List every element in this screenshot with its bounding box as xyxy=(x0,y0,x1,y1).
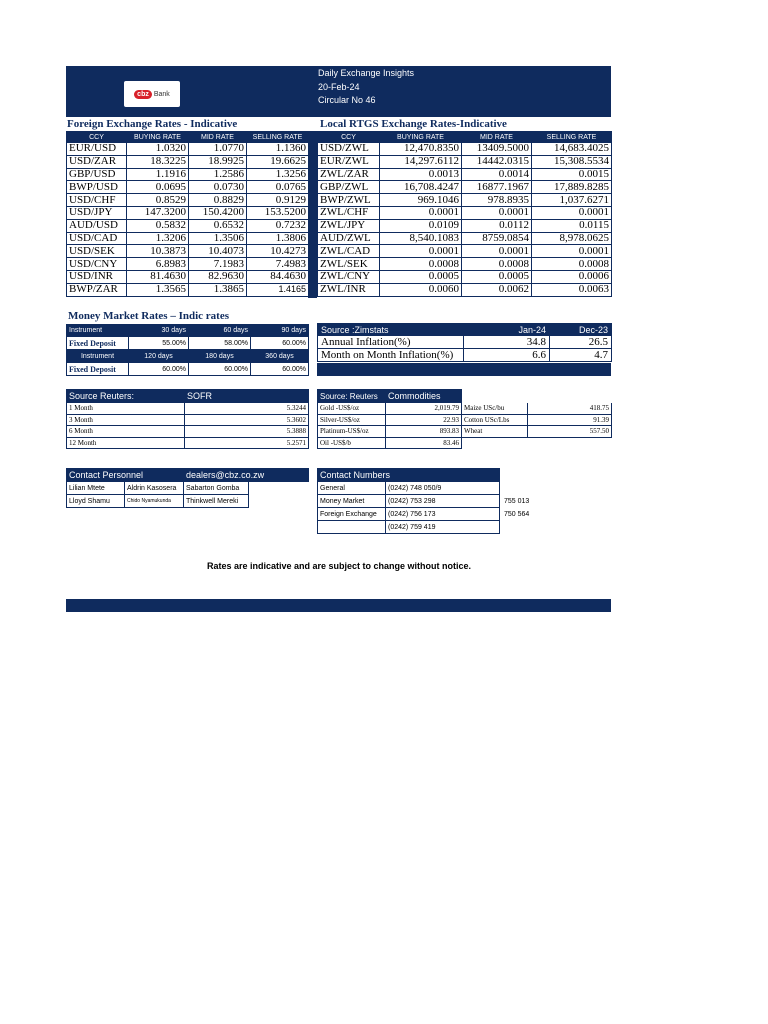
column-header: 90 days xyxy=(251,325,309,337)
currency-pair: USD/CHF xyxy=(67,194,127,207)
rate-cell: 0.6532 xyxy=(189,219,247,232)
rate-cell: 1.3256 xyxy=(247,168,309,181)
contact-numbers-table xyxy=(317,468,612,534)
phone-extension: 755 013 xyxy=(504,497,530,505)
table-row xyxy=(318,495,612,508)
table-row xyxy=(318,181,612,194)
column-header: SELLING RATE xyxy=(532,132,612,143)
rate-cell: 0.0001 xyxy=(380,245,462,258)
foreign-rates-title: Foreign Exchange Rates - Indicative xyxy=(67,118,238,130)
rate-cell: 0.0008 xyxy=(532,258,612,271)
blank-header xyxy=(462,390,528,403)
rate-cell: 1,037.6271 xyxy=(532,194,612,207)
rate-cell: 1.1360 xyxy=(247,143,309,156)
rate-cell: 14,297.6112 xyxy=(380,155,462,168)
contact-name: Sabarton Gomba xyxy=(184,482,249,495)
rate-cell: 0.0001 xyxy=(462,245,532,258)
table-row xyxy=(67,219,309,232)
rate-cell: 0.0112 xyxy=(462,219,532,232)
table-row xyxy=(318,349,612,362)
currency-pair: USD/ZWL xyxy=(318,143,380,156)
rate-cell: 0.0062 xyxy=(462,283,532,296)
currency-pair: GBP/USD xyxy=(67,168,127,181)
table-row xyxy=(318,168,612,181)
department-label: General xyxy=(318,482,386,495)
column-header: Instrument xyxy=(67,351,129,363)
table-header-row xyxy=(318,132,612,143)
currency-pair: BWP/ZAR xyxy=(67,283,127,296)
table-row xyxy=(67,495,309,508)
contact-personnel-table xyxy=(66,468,309,508)
column-header: 60 days xyxy=(189,325,251,337)
blank-header xyxy=(500,469,612,482)
currency-pair: ZWL/CAD xyxy=(318,245,380,258)
department-label xyxy=(318,521,386,534)
commodity-label: Maize USc/bu xyxy=(462,403,528,415)
table-row xyxy=(318,270,612,283)
table-row xyxy=(67,270,309,283)
logo-word: Bank xyxy=(153,90,170,98)
sofr-rate: 5.3602 xyxy=(185,414,309,426)
rate-cell: 978.8935 xyxy=(462,194,532,207)
rate-cell: 0.8829 xyxy=(189,194,247,207)
rate-cell: 15,308.5534 xyxy=(532,155,612,168)
rate-cell: 969.1046 xyxy=(380,194,462,207)
commodity-price: 91.39 xyxy=(528,414,612,426)
column-header: SELLING RATE xyxy=(247,132,309,143)
table-row xyxy=(318,245,612,258)
currency-pair: USD/INR xyxy=(67,270,127,283)
commodity-label: Gold -US$/oz xyxy=(318,403,386,415)
commodity-label: Wheat xyxy=(462,426,528,438)
column-header: Dec-23 xyxy=(550,324,612,336)
rate-cell: 0.0730 xyxy=(189,181,247,194)
rate-cell: 8,540.1083 xyxy=(380,232,462,245)
table-row xyxy=(67,155,309,168)
rate-cell: 16,708.4247 xyxy=(380,181,462,194)
rate-cell: 12,470.8350 xyxy=(380,143,462,156)
phone-number[interactable]: (0242) 759 419 xyxy=(386,521,500,534)
rate-cell: 0.0005 xyxy=(380,270,462,283)
rate-cell: 0.0765 xyxy=(247,181,309,194)
rate-cell: 0.0001 xyxy=(532,245,612,258)
currency-pair: ZWL/CHF xyxy=(318,206,380,219)
table-row xyxy=(318,206,612,219)
commodity-price: 2,019.79 xyxy=(386,403,462,415)
rate-cell: 82.9630 xyxy=(189,270,247,283)
row-label: Month on Month Inflation(%) xyxy=(318,349,464,362)
column-header: CCY xyxy=(318,132,380,143)
table-row xyxy=(318,336,612,349)
currency-pair: USD/ZAR xyxy=(67,155,127,168)
circular-number: Circular No 46 xyxy=(318,95,376,105)
contact-name: Lloyd Shamu xyxy=(67,495,125,508)
value-cell: 26.5 xyxy=(550,336,612,349)
money-market-table-long xyxy=(66,350,309,376)
cbz-bank-logo xyxy=(124,81,180,107)
tenor-label: 1 Month xyxy=(67,403,185,415)
dealers-email[interactable]: dealers@cbz.co.zw xyxy=(184,469,309,482)
empty-cell xyxy=(249,495,309,508)
rate-cell: 10.3873 xyxy=(127,245,189,258)
rate-cell: 0.0060 xyxy=(380,283,462,296)
currency-pair: AUD/ZWL xyxy=(318,232,380,245)
column-header: CCY xyxy=(67,132,127,143)
column-header: Commodities xyxy=(386,390,462,403)
contact-personnel-header: Contact Personnel xyxy=(67,469,184,482)
commodity-label: Silver-US$/oz xyxy=(318,414,386,426)
tenor-label: 6 Month xyxy=(67,426,185,438)
inflation-table xyxy=(317,323,612,362)
rate-cell: 19.6625 xyxy=(247,155,309,168)
rate-cell: 0.0115 xyxy=(532,219,612,232)
column-header: MID RATE xyxy=(189,132,247,143)
column-header: BUYING RATE xyxy=(127,132,189,143)
table-row xyxy=(318,403,612,415)
rate-cell: 10.4073 xyxy=(189,245,247,258)
table-row xyxy=(67,337,309,350)
table-row xyxy=(67,414,309,426)
rate-cell: 150.4200 xyxy=(189,206,247,219)
table-row xyxy=(318,155,612,168)
phone-number[interactable]: (0242) 748 050/9 xyxy=(386,482,500,495)
table-row xyxy=(318,414,612,426)
currency-pair: BWP/ZWL xyxy=(318,194,380,207)
tenor-label: 12 Month xyxy=(67,437,185,449)
table-row xyxy=(67,168,309,181)
rate-cell: 0.0001 xyxy=(532,206,612,219)
rate-cell: 0.0001 xyxy=(380,206,462,219)
column-header: BUYING RATE xyxy=(380,132,462,143)
table-row xyxy=(67,482,309,495)
column-header: 120 days xyxy=(129,351,189,363)
contact-name: Aldrin Kasosera xyxy=(125,482,184,495)
contact-name: Chido Nyamukunda xyxy=(125,495,184,508)
table-row xyxy=(67,143,309,156)
rate-cell: 1.0320 xyxy=(127,143,189,156)
rate-cell: 16877.1967 xyxy=(462,181,532,194)
currency-pair: ZWL/SEK xyxy=(318,258,380,271)
currency-pair: USD/SEK xyxy=(67,245,127,258)
table-row xyxy=(318,194,612,207)
sofr-table xyxy=(66,389,309,449)
rate-cell: 0.5832 xyxy=(127,219,189,232)
blank-header xyxy=(528,390,612,403)
column-header: Jan-24 xyxy=(464,324,550,336)
table-row xyxy=(318,508,612,521)
rate-cell: 1.3865 xyxy=(189,283,247,296)
rate-cell: 58.00% xyxy=(189,337,251,350)
currency-pair: BWP/USD xyxy=(67,181,127,194)
table-row xyxy=(67,363,309,376)
money-market-title: Money Market Rates – Indic rates xyxy=(68,310,229,322)
rate-cell: 0.0695 xyxy=(127,181,189,194)
rate-cell: 0.0014 xyxy=(462,168,532,181)
value-cell: 4.7 xyxy=(550,349,612,362)
rate-cell: 0.0005 xyxy=(462,270,532,283)
commodity-label: Platinum-US$/oz xyxy=(318,426,386,438)
currency-pair: USD/CNY xyxy=(67,258,127,271)
currency-pair: ZWL/INR xyxy=(318,283,380,296)
rate-cell: 1.0770 xyxy=(189,143,247,156)
rate-cell: 1.3506 xyxy=(189,232,247,245)
currency-pair: ZWL/CNY xyxy=(318,270,380,283)
column-header: Source: Reuters xyxy=(318,390,386,403)
divider-bar xyxy=(308,131,317,298)
table-row xyxy=(67,283,309,296)
table-row xyxy=(318,219,612,232)
table-row xyxy=(318,283,612,296)
rate-cell: 0.0001 xyxy=(462,206,532,219)
rate-cell: 0.0109 xyxy=(380,219,462,232)
rate-cell: 14,683.4025 xyxy=(532,143,612,156)
currency-pair: AUD/USD xyxy=(67,219,127,232)
value-cell: 34.8 xyxy=(464,336,550,349)
rate-cell: 1.1916 xyxy=(127,168,189,181)
rate-cell: 13409.5000 xyxy=(462,143,532,156)
table-row xyxy=(318,258,612,271)
disclaimer-note: Rates are indicative and are subject to change without notice. xyxy=(206,561,472,571)
column-header: Source Reuters: xyxy=(67,390,185,403)
department-label: Foreign Exchange xyxy=(318,508,386,521)
rate-cell: 17,889.8285 xyxy=(532,181,612,194)
column-header: 180 days xyxy=(189,351,251,363)
footer-bar xyxy=(66,599,611,612)
local-rates-title: Local RTGS Exchange Rates-Indicative xyxy=(320,118,507,130)
table-row xyxy=(318,437,612,449)
commodity-price: 893.83 xyxy=(386,426,462,438)
department-label: Money Market xyxy=(318,495,386,508)
logo-mark: cbz xyxy=(134,90,152,99)
currency-pair: EUR/USD xyxy=(67,143,127,156)
table-row xyxy=(67,258,309,271)
contact-numbers-header: Contact Numbers xyxy=(318,469,500,482)
row-label: Annual Inflation(%) xyxy=(318,336,464,349)
column-header: Instrument xyxy=(67,325,129,337)
row-label: Fixed Deposit xyxy=(67,363,129,376)
currency-pair: USD/CAD xyxy=(67,232,127,245)
rate-cell: 10.4273 xyxy=(247,245,309,258)
rate-cell: 1.3565 xyxy=(127,283,189,296)
rate-cell: 0.0013 xyxy=(380,168,462,181)
rate-cell: 6.8983 xyxy=(127,258,189,271)
rate-cell: 55.00% xyxy=(129,337,189,350)
commodity-price: 83.46 xyxy=(386,437,462,449)
table-row xyxy=(67,232,309,245)
rate-cell: 8759.0854 xyxy=(462,232,532,245)
commodity-label: Cotton USc/Lbs xyxy=(462,414,528,426)
commodity-price: 557.50 xyxy=(528,426,612,438)
rate-cell: 1.3206 xyxy=(127,232,189,245)
rate-cell: 0.0006 xyxy=(532,270,612,283)
commodity-price: 22.93 xyxy=(386,414,462,426)
rate-cell: 14442.0315 xyxy=(462,155,532,168)
rate-cell: 0.8529 xyxy=(127,194,189,207)
rate-cell: 8,978.0625 xyxy=(532,232,612,245)
rate-cell: 18.3225 xyxy=(127,155,189,168)
table-header-row xyxy=(67,132,309,143)
phone-number[interactable]: (0242) 756 173 xyxy=(386,508,500,521)
table-row xyxy=(67,206,309,219)
report-date: 20-Feb-24 xyxy=(318,82,360,92)
table-row xyxy=(67,437,309,449)
rate-cell: 0.0008 xyxy=(462,258,532,271)
table-row xyxy=(318,521,612,534)
rate-cell: 153.5200 xyxy=(247,206,309,219)
value-cell: 6.6 xyxy=(464,349,550,362)
table-row xyxy=(67,181,309,194)
table-row xyxy=(318,143,612,156)
row-label: Fixed Deposit xyxy=(67,337,129,350)
rate-cell: 0.0063 xyxy=(532,283,612,296)
rate-cell: 1.2586 xyxy=(189,168,247,181)
phone-extension xyxy=(500,482,612,495)
commodities-table xyxy=(317,389,612,449)
phone-extension xyxy=(500,521,612,534)
column-header: SOFR xyxy=(185,390,309,403)
report-title: Daily Exchange Insights xyxy=(318,68,415,78)
contact-name: Thinkwell Mereki xyxy=(184,495,249,508)
rate-cell: 0.0015 xyxy=(532,168,612,181)
commodity-price: 418.75 xyxy=(528,403,612,415)
phone-extension: 750 564 xyxy=(504,510,530,518)
currency-pair: USD/JPY xyxy=(67,206,127,219)
local-rates-table xyxy=(317,131,612,297)
commodity-price xyxy=(528,437,612,449)
rate-cell: 7.4983 xyxy=(247,258,309,271)
inflation-footer-bar xyxy=(317,363,611,376)
currency-pair: ZWL/ZAR xyxy=(318,168,380,181)
rate-cell: 81.4630 xyxy=(127,270,189,283)
currency-pair: EUR/ZWL xyxy=(318,155,380,168)
rate-cell: 0.7232 xyxy=(247,219,309,232)
commodity-label xyxy=(462,437,528,449)
rate-cell: 60.00% xyxy=(251,363,309,376)
tenor-label: 3 Month xyxy=(67,414,185,426)
sofr-rate: 5.3244 xyxy=(185,403,309,415)
table-row xyxy=(67,426,309,438)
currency-pair: ZWL/JPY xyxy=(318,219,380,232)
sofr-rate: 5.2571 xyxy=(185,437,309,449)
phone-number[interactable]: (0242) 753 298 xyxy=(386,495,500,508)
table-row xyxy=(318,232,612,245)
rate-cell: 84.4630 xyxy=(247,270,309,283)
currency-pair: GBP/ZWL xyxy=(318,181,380,194)
rate-cell: 60.00% xyxy=(189,363,251,376)
rate-cell: 0.0008 xyxy=(380,258,462,271)
column-header: Source :Zimstats xyxy=(318,324,464,336)
rate-cell: 0.9129 xyxy=(247,194,309,207)
table-row xyxy=(67,245,309,258)
commodity-label: Oil -US$/b xyxy=(318,437,386,449)
sofr-rate: 5.3888 xyxy=(185,426,309,438)
column-header: MID RATE xyxy=(462,132,532,143)
money-market-table-short xyxy=(66,324,309,350)
table-row xyxy=(67,194,309,207)
table-row xyxy=(318,426,612,438)
table-row xyxy=(318,482,612,495)
rate-cell: 147.3200 xyxy=(127,206,189,219)
table-row xyxy=(67,403,309,415)
rate-cell: 60.00% xyxy=(129,363,189,376)
column-header: 30 days xyxy=(129,325,189,337)
rate-cell: 18.9925 xyxy=(189,155,247,168)
empty-cell xyxy=(249,482,309,495)
contact-name: Lilian Mtete xyxy=(67,482,125,495)
rate-cell: 1.3806 xyxy=(247,232,309,245)
foreign-rates-table xyxy=(66,131,309,297)
column-header: 360 days xyxy=(251,351,309,363)
rate-cell: 1.4165 xyxy=(247,283,309,296)
rate-cell: 60.00% xyxy=(251,337,309,350)
rate-cell: 7.1983 xyxy=(189,258,247,271)
